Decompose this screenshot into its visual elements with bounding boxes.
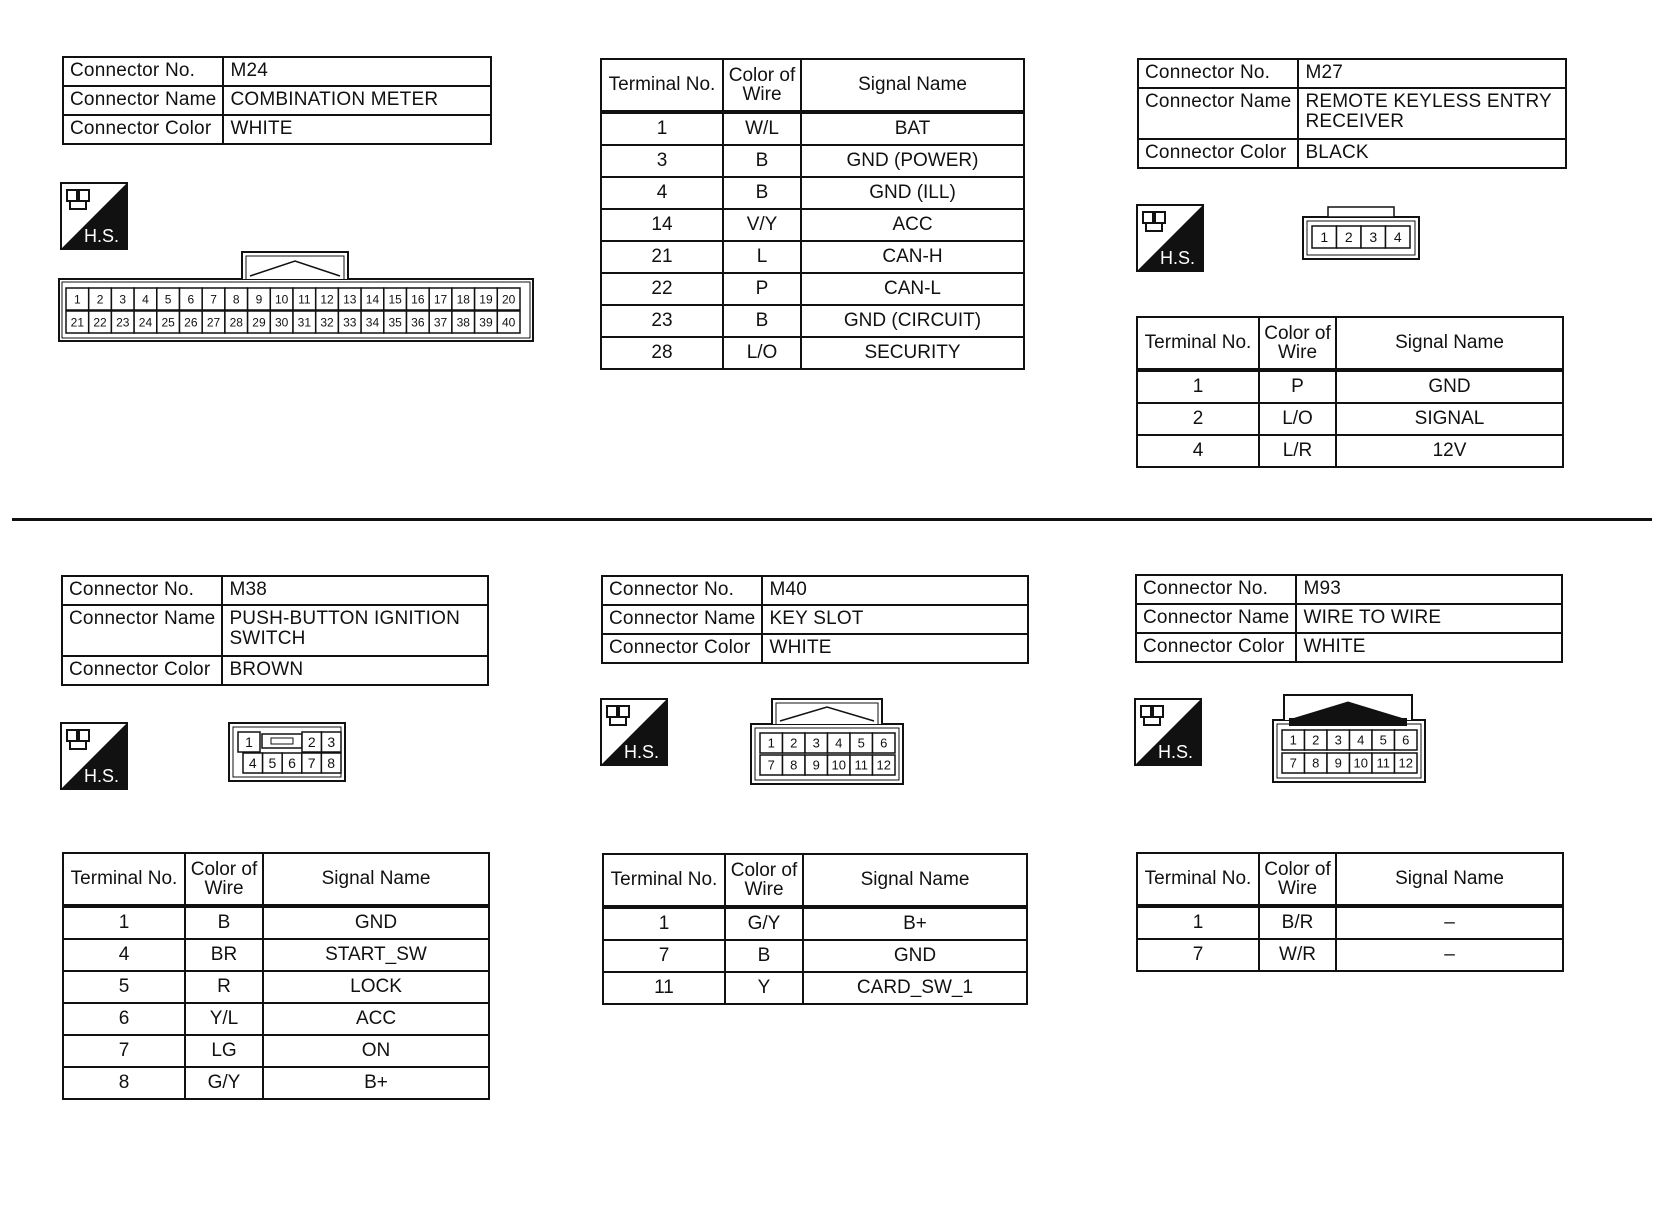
terminal-no-cell: 1 xyxy=(1137,370,1259,403)
pin-number: 3 xyxy=(812,735,820,751)
pin-number: 8 xyxy=(790,757,798,773)
signal-name-header: Signal Name xyxy=(263,853,489,906)
pin-number: 4 xyxy=(1393,229,1402,246)
pin-number: 14 xyxy=(365,292,380,307)
pin-number: 5 xyxy=(857,735,865,751)
connector-name-value: COMBINATION METER xyxy=(223,86,491,115)
wire-color-cell: B xyxy=(723,145,801,177)
signal-name-cell: GND xyxy=(263,906,489,939)
wire-color-cell: B xyxy=(723,177,801,209)
m24-connector-diagram xyxy=(58,248,536,344)
table-row xyxy=(63,971,489,1003)
m40-info-table xyxy=(601,575,1029,664)
connector-color-label: Connector Color xyxy=(62,656,222,685)
terminal-no-cell: 2 xyxy=(1137,403,1259,435)
pin-number: 12 xyxy=(876,757,891,773)
color-of-wire-header: Color of Wire xyxy=(1259,317,1336,370)
signal-name-cell: LOCK xyxy=(263,971,489,1003)
terminal-no-cell: 7 xyxy=(63,1035,185,1067)
terminal-no-cell: 6 xyxy=(63,1003,185,1035)
pin-number: 25 xyxy=(161,315,175,330)
pin-number: 4 xyxy=(835,735,843,751)
terminal-no-cell: 22 xyxy=(601,273,723,305)
wire-color-cell: L xyxy=(723,241,801,273)
table-row xyxy=(63,1003,489,1035)
m24-info-table xyxy=(62,56,492,145)
connector-name-value: REMOTE KEYLESS ENTRY RECEIVER xyxy=(1298,88,1566,139)
signal-name-cell: SECURITY xyxy=(801,337,1024,369)
pin-number: 3 xyxy=(119,292,127,307)
color-of-wire-header: Color of Wire xyxy=(723,59,801,112)
table-row xyxy=(601,273,1024,305)
pin-number: 7 xyxy=(210,292,217,307)
table-row xyxy=(601,177,1024,209)
pin-number: 10 xyxy=(274,292,289,307)
signal-name-cell: B+ xyxy=(263,1067,489,1099)
pin-number: 8 xyxy=(327,755,336,772)
pin-number: 9 xyxy=(812,757,820,773)
terminal-no-cell: 11 xyxy=(603,972,725,1004)
wire-color-cell: Y xyxy=(725,972,803,1004)
signal-name-cell: CAN-L xyxy=(801,273,1024,305)
pin-number: 2 xyxy=(307,734,316,751)
pin-number: 11 xyxy=(298,292,311,307)
signal-name-cell: ACC xyxy=(263,1003,489,1035)
pin-number: 8 xyxy=(232,292,240,307)
terminal-no-header: Terminal No. xyxy=(63,853,185,906)
section-divider xyxy=(12,518,1652,521)
table-row xyxy=(1137,435,1563,467)
signal-name-cell: START_SW xyxy=(263,939,489,971)
terminal-no-cell: 7 xyxy=(1137,939,1259,971)
pin-number: 30 xyxy=(274,315,289,330)
connector-latch xyxy=(1328,207,1394,217)
wire-color-cell: W/L xyxy=(723,112,801,145)
terminal-no-cell: 28 xyxy=(601,337,723,369)
pin-number: 32 xyxy=(320,315,334,330)
connector-name-value: PUSH-BUTTON IGNITION SWITCH xyxy=(222,605,488,656)
color-of-wire-header: Color of Wire xyxy=(1259,853,1336,906)
m27-info-table xyxy=(1137,58,1567,169)
table-row xyxy=(63,906,489,939)
latch-bar xyxy=(1289,718,1407,726)
connector-no-value: M27 xyxy=(1298,59,1566,88)
pin-number: 5 xyxy=(1379,732,1387,748)
pin-number: 5 xyxy=(164,292,172,307)
pin-number: 4 xyxy=(248,755,257,772)
pin-number: 17 xyxy=(433,292,448,307)
m93-connector-diagram xyxy=(1272,694,1432,786)
connector-no-label: Connector No. xyxy=(1138,59,1298,88)
signal-name-cell: CAN-H xyxy=(801,241,1024,273)
m38-info-table xyxy=(61,575,489,686)
terminal-no-cell: 4 xyxy=(1137,435,1259,467)
hs-connector-icon xyxy=(1136,204,1204,272)
signal-name-cell: GND (ILL) xyxy=(801,177,1024,209)
pin-number: 1 xyxy=(1320,229,1329,246)
hs-connector-icon xyxy=(600,698,668,766)
terminal-no-cell: 14 xyxy=(601,209,723,241)
m24-terminal-table xyxy=(600,58,1025,370)
pin-number: 24 xyxy=(138,315,153,330)
connector-name-label: Connector Name xyxy=(62,605,222,656)
pin-number: 8 xyxy=(1312,755,1320,771)
pin-number: 4 xyxy=(1357,732,1365,748)
hs-connector-icon xyxy=(60,182,128,250)
connector-no-label: Connector No. xyxy=(602,576,762,605)
connector-key xyxy=(262,734,302,748)
pin-number: 9 xyxy=(1334,755,1342,771)
table-row xyxy=(601,112,1024,145)
signal-name-cell: GND (POWER) xyxy=(801,145,1024,177)
pin-number: 40 xyxy=(501,315,516,330)
wire-color-cell: B xyxy=(723,305,801,337)
connector-color-label: Connector Color xyxy=(602,634,762,663)
pin-number: 10 xyxy=(831,757,846,773)
terminal-no-cell: 5 xyxy=(63,971,185,1003)
table-row xyxy=(601,305,1024,337)
pin-number: 18 xyxy=(456,292,470,307)
connector-color-value: WHITE xyxy=(762,634,1028,663)
pin-number: 23 xyxy=(116,315,130,330)
m27-terminal-table xyxy=(1136,316,1564,468)
connector-no-label: Connector No. xyxy=(1136,575,1296,604)
table-row xyxy=(601,145,1024,177)
table-row xyxy=(1137,403,1563,435)
pin-number: 3 xyxy=(327,734,336,751)
pin-number: 26 xyxy=(184,315,198,330)
table-row xyxy=(1137,370,1563,403)
signal-name-cell: BAT xyxy=(801,112,1024,145)
pin-number: 38 xyxy=(456,315,470,330)
wire-color-cell: B xyxy=(185,906,263,939)
wire-color-cell: G/Y xyxy=(725,907,803,940)
signal-name-cell: SIGNAL xyxy=(1336,403,1563,435)
signal-name-cell: B+ xyxy=(803,907,1027,940)
wire-color-cell: R xyxy=(185,971,263,1003)
table-row xyxy=(63,1035,489,1067)
pin-number: 13 xyxy=(343,292,357,307)
m93-info-table xyxy=(1135,574,1563,663)
terminal-no-cell: 3 xyxy=(601,145,723,177)
terminal-no-cell: 1 xyxy=(601,112,723,145)
table-row xyxy=(63,1067,489,1099)
pin-number: 4 xyxy=(142,292,149,307)
color-of-wire-header: Color of Wire xyxy=(725,854,803,907)
connector-color-value: WHITE xyxy=(223,115,491,144)
pin-number: 31 xyxy=(297,315,312,330)
connector-name-value: KEY SLOT xyxy=(762,605,1028,634)
m38-connector-diagram xyxy=(228,722,348,784)
terminal-no-cell: 1 xyxy=(1137,906,1259,939)
m40-connector-diagram xyxy=(750,698,910,788)
pin-number: 7 xyxy=(307,755,316,772)
signal-name-header: Signal Name xyxy=(801,59,1024,112)
signal-name-cell: GND (CIRCUIT) xyxy=(801,305,1024,337)
pin-number: 2 xyxy=(96,292,104,307)
pin-number: 1 xyxy=(767,735,775,751)
connector-no-value: M24 xyxy=(223,57,491,86)
terminal-no-cell: 1 xyxy=(63,906,185,939)
terminal-no-header: Terminal No. xyxy=(1137,853,1259,906)
terminal-no-header: Terminal No. xyxy=(1137,317,1259,370)
terminal-no-cell: 4 xyxy=(63,939,185,971)
pin-number: 6 xyxy=(187,292,195,307)
pin-number: 5 xyxy=(268,755,277,772)
wire-color-cell: B xyxy=(725,940,803,972)
pin-number: 12 xyxy=(1398,755,1413,771)
terminal-no-cell: 1 xyxy=(603,907,725,940)
pin-number: 1 xyxy=(245,734,253,751)
terminal-no-cell: 23 xyxy=(601,305,723,337)
color-of-wire-header: Color of Wire xyxy=(185,853,263,906)
wire-color-cell: G/Y xyxy=(185,1067,263,1099)
pin-number: 6 xyxy=(288,755,296,772)
pin-number: 39 xyxy=(479,315,493,330)
m40-terminal-table xyxy=(602,853,1028,1005)
signal-name-cell: ON xyxy=(263,1035,489,1067)
pin-number: 29 xyxy=(252,315,266,330)
wire-color-cell: L/O xyxy=(723,337,801,369)
pin-number: 1 xyxy=(1289,732,1297,748)
terminal-no-cell: 7 xyxy=(603,940,725,972)
pin-number: 3 xyxy=(1369,229,1378,246)
connector-no-value: M40 xyxy=(762,576,1028,605)
terminal-no-header: Terminal No. xyxy=(603,854,725,907)
pin-number: 19 xyxy=(479,292,493,307)
wire-color-cell: L/O xyxy=(1259,403,1336,435)
pin-number: 6 xyxy=(880,735,888,751)
table-row xyxy=(1137,906,1563,939)
terminal-no-cell: 4 xyxy=(601,177,723,209)
wire-color-cell: LG xyxy=(185,1035,263,1067)
signal-name-cell: GND xyxy=(803,940,1027,972)
signal-name-cell: – xyxy=(1336,906,1563,939)
table-row xyxy=(603,972,1027,1004)
signal-name-cell: GND xyxy=(1336,370,1563,403)
connector-color-value: WHITE xyxy=(1296,633,1562,662)
table-row xyxy=(603,940,1027,972)
signal-name-cell: – xyxy=(1336,939,1563,971)
pin-number: 20 xyxy=(501,292,516,307)
signal-name-cell: ACC xyxy=(801,209,1024,241)
table-row xyxy=(601,337,1024,369)
connector-color-label: Connector Color xyxy=(1138,139,1298,168)
terminal-no-header: Terminal No. xyxy=(601,59,723,112)
pin-number: 12 xyxy=(320,292,334,307)
terminal-no-cell: 21 xyxy=(601,241,723,273)
table-row xyxy=(603,907,1027,940)
connector-name-value: WIRE TO WIRE xyxy=(1296,604,1562,633)
connector-name-label: Connector Name xyxy=(63,86,223,115)
wire-color-cell: P xyxy=(1259,370,1336,403)
pin-number: 22 xyxy=(93,315,107,330)
signal-name-header: Signal Name xyxy=(803,854,1027,907)
signal-name-header: Signal Name xyxy=(1336,317,1563,370)
pin-number: 34 xyxy=(365,315,380,330)
signal-name-cell: 12V xyxy=(1336,435,1563,467)
connector-no-value: M38 xyxy=(222,576,488,605)
pin-number: 2 xyxy=(1312,732,1320,748)
table-row xyxy=(601,209,1024,241)
connector-name-label: Connector Name xyxy=(1138,88,1298,139)
svg-text:H.S.: H.S. xyxy=(1158,742,1194,762)
connector-color-value: BLACK xyxy=(1298,139,1566,168)
pin-number: 10 xyxy=(1353,755,1368,771)
connector-name-label: Connector Name xyxy=(1136,604,1296,633)
wire-color-cell: B/R xyxy=(1259,906,1336,939)
pin-number: 7 xyxy=(1289,755,1297,771)
pin-number: 11 xyxy=(1376,755,1390,771)
pin-number: 1 xyxy=(74,292,81,307)
pin-number: 36 xyxy=(411,315,425,330)
svg-text:H.S.: H.S. xyxy=(624,742,660,762)
hs-connector-icon xyxy=(60,722,128,790)
pin-number: 15 xyxy=(388,292,402,307)
table-row xyxy=(1137,939,1563,971)
connector-no-label: Connector No. xyxy=(62,576,222,605)
pin-number: 27 xyxy=(206,315,221,330)
m38-terminal-table xyxy=(62,852,490,1100)
svg-text:H.S.: H.S. xyxy=(1160,248,1196,268)
svg-text:H.S.: H.S. xyxy=(84,226,120,246)
signal-name-header: Signal Name xyxy=(1336,853,1563,906)
table-row xyxy=(601,241,1024,273)
pin-number: 6 xyxy=(1402,732,1410,748)
connector-color-value: BROWN xyxy=(222,656,488,685)
wire-color-cell: L/R xyxy=(1259,435,1336,467)
hs-connector-icon xyxy=(1134,698,1202,766)
m93-terminal-table xyxy=(1136,852,1564,972)
connector-color-label: Connector Color xyxy=(1136,633,1296,662)
pin-number: 33 xyxy=(343,315,357,330)
connector-name-label: Connector Name xyxy=(602,605,762,634)
pin-number: 7 xyxy=(767,757,775,773)
connector-no-label: Connector No. xyxy=(63,57,223,86)
connector-no-value: M93 xyxy=(1296,575,1562,604)
wire-color-cell: V/Y xyxy=(723,209,801,241)
table-row xyxy=(63,939,489,971)
pin-number: 2 xyxy=(790,735,798,751)
wire-color-cell: W/R xyxy=(1259,939,1336,971)
pin-number: 2 xyxy=(1344,229,1353,246)
pin-number: 21 xyxy=(70,315,85,330)
svg-text:H.S.: H.S. xyxy=(84,766,120,786)
terminal-no-cell: 8 xyxy=(63,1067,185,1099)
wire-color-cell: P xyxy=(723,273,801,305)
wire-color-cell: Y/L xyxy=(185,1003,263,1035)
wire-color-cell: BR xyxy=(185,939,263,971)
pin-number: 28 xyxy=(229,315,243,330)
pin-number: 37 xyxy=(433,315,448,330)
pin-number: 11 xyxy=(854,757,868,773)
pin-number: 35 xyxy=(388,315,402,330)
connector-color-label: Connector Color xyxy=(63,115,223,144)
signal-name-cell: CARD_SW_1 xyxy=(803,972,1027,1004)
m27-connector-diagram xyxy=(1302,206,1422,262)
pin-number: 9 xyxy=(255,292,263,307)
pin-number: 3 xyxy=(1334,732,1342,748)
pin-number: 16 xyxy=(411,292,425,307)
